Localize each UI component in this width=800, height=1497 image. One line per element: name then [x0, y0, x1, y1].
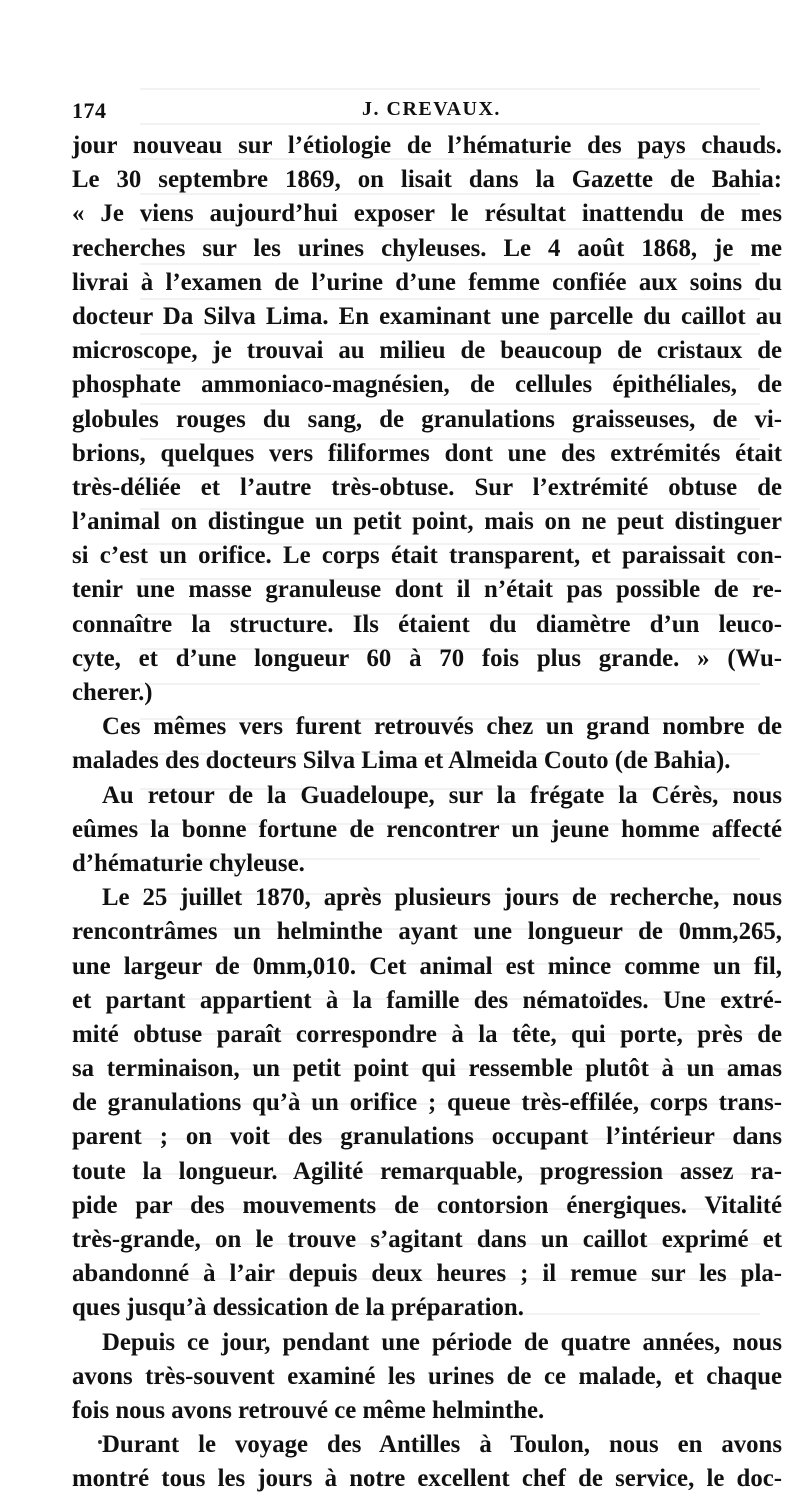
text-line: l’animal on distingue un petit point, mais on ne peut distinguer [72, 508, 782, 536]
text-line: d’hématurie chyleuse. [72, 849, 305, 877]
text-line: si c’est un orifice. Le corps était transparent, et paraissait con- [72, 542, 782, 570]
paragraph-start-line: Au retour de la Guadeloupe, sur la frégate la Cérès, nous [102, 781, 782, 809]
text-line: « Je viens aujourd’hui exposer le résultat inattendu de mes [72, 200, 782, 228]
text-line: une largeur de 0mm,010. Cet animal est mince comme un fil, [72, 952, 782, 980]
text-line: microscope, je trouvai au milieu de beaucoup de cristaux de [72, 337, 782, 365]
text-line: fois nous avons retrouvé ce même helminthe. [72, 1396, 545, 1424]
text-line: globules rouges du sang, de granulations graisseuses, de vi- [72, 405, 782, 433]
text-line: cherer.) [72, 679, 153, 706]
stray-ink-mark [98, 1440, 102, 1444]
text-line: cyte, et d’une longueur 60 à 70 fois plus grande. » (Wu- [72, 644, 782, 672]
body-text [72, 129, 782, 1497]
paragraph-start-line: Depuis ce jour, pendant une période de quatre années, nous [102, 1328, 782, 1356]
text-line: tenir une masse granuleuse dont il n’était pas possible de re- [72, 576, 782, 604]
text-line: docteur Da Silva Lima. En examinant une parcelle du caillot au [72, 302, 782, 330]
page-number: 174 [72, 98, 107, 123]
text-line: très-déliée et l’autre très-obtuse. Sur l’extrémité obtuse de [72, 473, 782, 501]
text-line: de granulations qu’à un orifice ; queue très-effilée, corps trans- [72, 1089, 782, 1117]
text-line: abandonné à l’air depuis deux heures ; il remue sur les pla- [72, 1260, 782, 1288]
text-line: très-grande, on le trouve s’agitant dans un caillot exprimé et [72, 1226, 782, 1253]
text-line: toute la longueur. Agilité remarquable, progression assez ra- [72, 1157, 782, 1185]
text-line: rencontrâmes un helminthe ayant une longueur de 0mm,265, [72, 918, 782, 946]
text-line: connaître la structure. Ils étaient du diamètre d’un leuco- [72, 610, 782, 638]
text-line: malades des docteurs Silva Lima et Almeida Couto (de Bahia). [72, 747, 731, 775]
text-line: parent ; on voit des granulations occupant l’intérieur dans [72, 1123, 782, 1151]
running-head: J. CREVAUX. [362, 98, 501, 120]
text-line: avons très-souvent examiné les urines de ce malade, et chaque [72, 1362, 782, 1390]
text-line: ques jusqu’à dessication de la préparation. [72, 1294, 524, 1322]
text-line: livrai à l’examen de l’urine d’une femme confiée aux soins du [72, 268, 782, 296]
text-line: mité obtuse paraît correspondre à la tête, qui porte, près de [72, 1020, 782, 1048]
paragraph-start-line: Le 25 juillet 1870, après plusieurs jours de recherche, nous [102, 884, 782, 912]
text-line: jour nouveau sur l’étiologie de l’hématurie des pays chauds. [72, 132, 782, 159]
text-line: et partant appartient à la famille des nématoïdes. Une extré- [72, 986, 782, 1014]
page-header [72, 98, 782, 128]
text-line: phosphate ammoniaco-magnésien, de cellules épithéliales, de [72, 371, 782, 399]
text-line: recherches sur les urines chyleuses. Le 4 août 1868, je me [72, 234, 782, 262]
text-line: montré tous les jours à notre excellent chef de service, le doc- [72, 1465, 782, 1493]
text-line: pide par des mouvements de contorsion énergiques. Vitalité [72, 1191, 782, 1219]
text-line: sa terminaison, un petit point qui ressemble plutôt à un amas [72, 1055, 782, 1083]
text-line: eûmes la bonne fortune de rencontrer un jeune homme affecté [72, 815, 782, 843]
paragraph-start-line: Durant le voyage des Antilles à Toulon, nous en avons [102, 1431, 782, 1459]
text-line: Le 30 septembre 1869, on lisait dans la Gazette de Bahia: [72, 166, 782, 194]
paragraph-start-line: Ces mêmes vers furent retrouvés chez un grand nombre de [102, 713, 782, 741]
text-line: brions, quelques vers filiformes dont une des extrémités était [72, 439, 782, 467]
